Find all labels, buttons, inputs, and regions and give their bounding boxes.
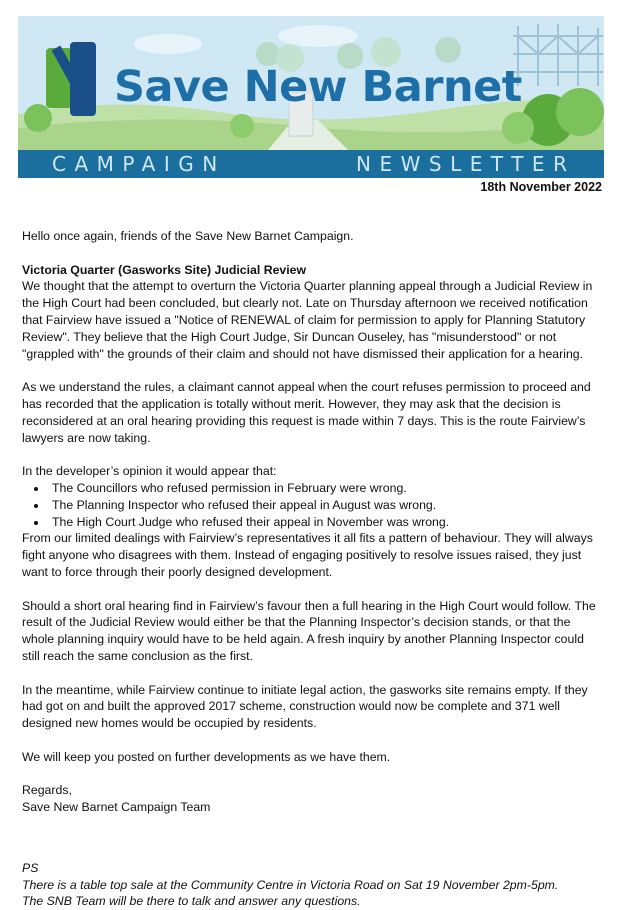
banner-subtitle-right: NEWSLETTER bbox=[356, 152, 576, 176]
spacer bbox=[22, 838, 604, 860]
paragraph-3: From our limited dealings with Fairview’s representatives it all fits a pattern of behaviour. They will always fight anyone who disagrees with them. Instead of engaging positively to resolve issues raised, they just want to force through their poorly designed development. bbox=[22, 531, 593, 579]
ps-line-2: The SNB Team will be there to talk and answer any questions. bbox=[22, 894, 361, 909]
signoff-team: Save New Barnet Campaign Team bbox=[22, 800, 211, 815]
list-item: • The High Court Judge who refused their appeal in November was wrong. bbox=[48, 514, 604, 531]
list-item: • The Planning Inspector who refused their appeal in August was wrong. bbox=[48, 497, 604, 514]
greeting: Hello once again, friends of the Save New Barnet Campaign. bbox=[22, 229, 354, 243]
spacer bbox=[22, 816, 604, 838]
newsletter-date: 18th November 2022 bbox=[480, 180, 602, 194]
opinion-list bbox=[22, 480, 604, 530]
paragraph-6: We will keep you posted on further developments as we have them. bbox=[22, 749, 391, 764]
paragraph-5: In the meantime, while Fairview continue to initiate legal action, the gasworks site remains empty. If they had got on and built the approved 2017 scheme, construction would now be complete and 371 well designed new homes would be occupied by residents. bbox=[22, 682, 588, 731]
banner-title: Save New Barnet bbox=[114, 62, 522, 112]
paragraph-4: Should a short oral hearing find in Fairview’s favour then a full hearing in the High Court would follow. The result of the Judicial Review would either be that the Planning Inspector’s decision stands, or that the whole planning inquiry would have to be held again. A fresh inquiry by another Planning Inspector could still reach the same conclusion as the first. bbox=[22, 598, 596, 663]
banner-subtitle-strip bbox=[18, 150, 604, 178]
ps-line-1: There is a table top sale at the Community Centre in Victoria Road on Sat 19 November 2pm-5pm. bbox=[22, 877, 559, 892]
signoff-regards: Regards, bbox=[22, 783, 72, 798]
newsletter-banner bbox=[18, 16, 604, 178]
section-heading: Victoria Quarter (Gasworks Site) Judicial Review bbox=[22, 262, 307, 277]
list-intro: In the developer’s opinion it would appear that: bbox=[22, 464, 277, 479]
paragraph-1: We thought that the attempt to overturn the Victoria Quarter planning appeal through a Judicial Review in the High Court had been concluded, but clearly not. Late on Thursday afternoon we received notification that Fairview have issued a "Notice of RENEWAL of claim for permission to apply for Planning Statutory Review". They believe that the High Court Judge, Sir Duncan Ouseley, has "misunderstood" or not "grappled with" the grounds of their claim and should not have dismissed their application for a hearing. bbox=[22, 279, 593, 361]
paragraph-2: As we understand the rules, a claimant cannot appeal when the court refuses permission to proceed and has recorded that the application is totally without merit. However, they may ask that the decision is reconsidered at an oral hearing providing this request is made within 7 days. This is the route Fairview’s lawyers are now taking. bbox=[22, 380, 591, 445]
banner-subtitle-left: CAMPAIGN bbox=[52, 152, 226, 176]
newsletter-body bbox=[22, 228, 604, 910]
list-item: • The Councillors who refused permission in February were wrong. bbox=[48, 480, 604, 497]
ps-label: PS bbox=[22, 860, 39, 875]
